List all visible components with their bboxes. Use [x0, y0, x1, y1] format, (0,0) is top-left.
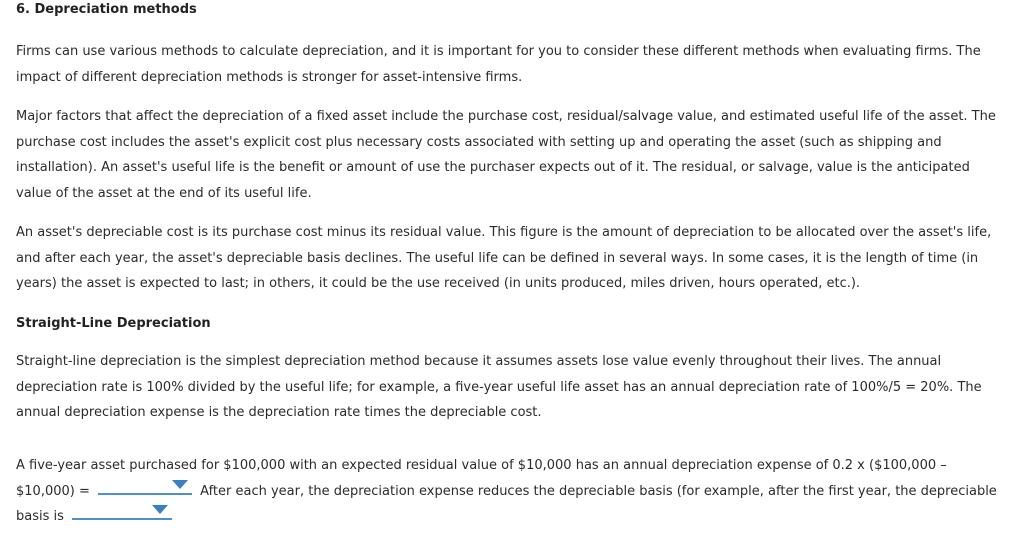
factors-paragraph: Major factors that affect the depreciation of a fixed asset include the purchase cost, residual/salvage value, and estimated useful life of the asset. The purchase cost includes the asset's explicit cost plus necessary costs associated with setting up and operating the asset (such as shipping and installation). An asset's useful life is the benefit or amount of use the purchaser expects out of it. The residual, or salvage, value is the anticipated value of the asset at the end of its useful life.	[16, 109, 996, 201]
question-text-part2: After each year, the depreciation expense reduces the depreciable basis (for example, after the first year, the depreciable basis is	[16, 483, 997, 524]
question-text-part1: A five-year asset purchased for $100,000 with an expected residual value of $10,000 has an annual depreciation expense of 0.2 x ($100,000 – $10,000) =	[16, 458, 947, 499]
depreciable-basis-dropdown[interactable]	[72, 504, 172, 520]
depreciable-cost-paragraph: An asset's depreciable cost is its purchase cost minus its residual value. This figure is the amount of depreciation to be allocated over the asset's life, and after each year, the asset's depreciable basis declines. The useful life can be defined in several ways. In some cases, it is the length of time (in years) the asset is expected to last; in others, it could be the use received (in units produced, miles driven, hours operated, etc.).	[16, 225, 992, 291]
page-title: 6. Depreciation methods	[16, 2, 197, 17]
question-paragraph	[16, 453, 1006, 530]
straight-line-heading: Straight-Line Depreciation	[16, 316, 211, 331]
straight-line-paragraph: Straight-line depreciation is the simplest depreciation method because it assumes assets lose value evenly throughout their lives. The annual depreciation rate is 100% divided by the useful life; for example, a five-year useful life asset has an annual depreciation rate of 100%/5 = 20%. The annual depreciation expense is the depreciation rate times the depreciable cost.	[16, 354, 982, 420]
chevron-down-icon[interactable]	[152, 505, 168, 514]
intro-paragraph: Firms can use various methods to calculate depreciation, and it is important for you to consider these different methods when evaluating firms. The impact of different depreciation methods is stronger for asset-intensive firms.	[16, 44, 981, 85]
chevron-down-icon[interactable]	[172, 480, 188, 489]
annual-expense-dropdown[interactable]	[98, 479, 192, 495]
